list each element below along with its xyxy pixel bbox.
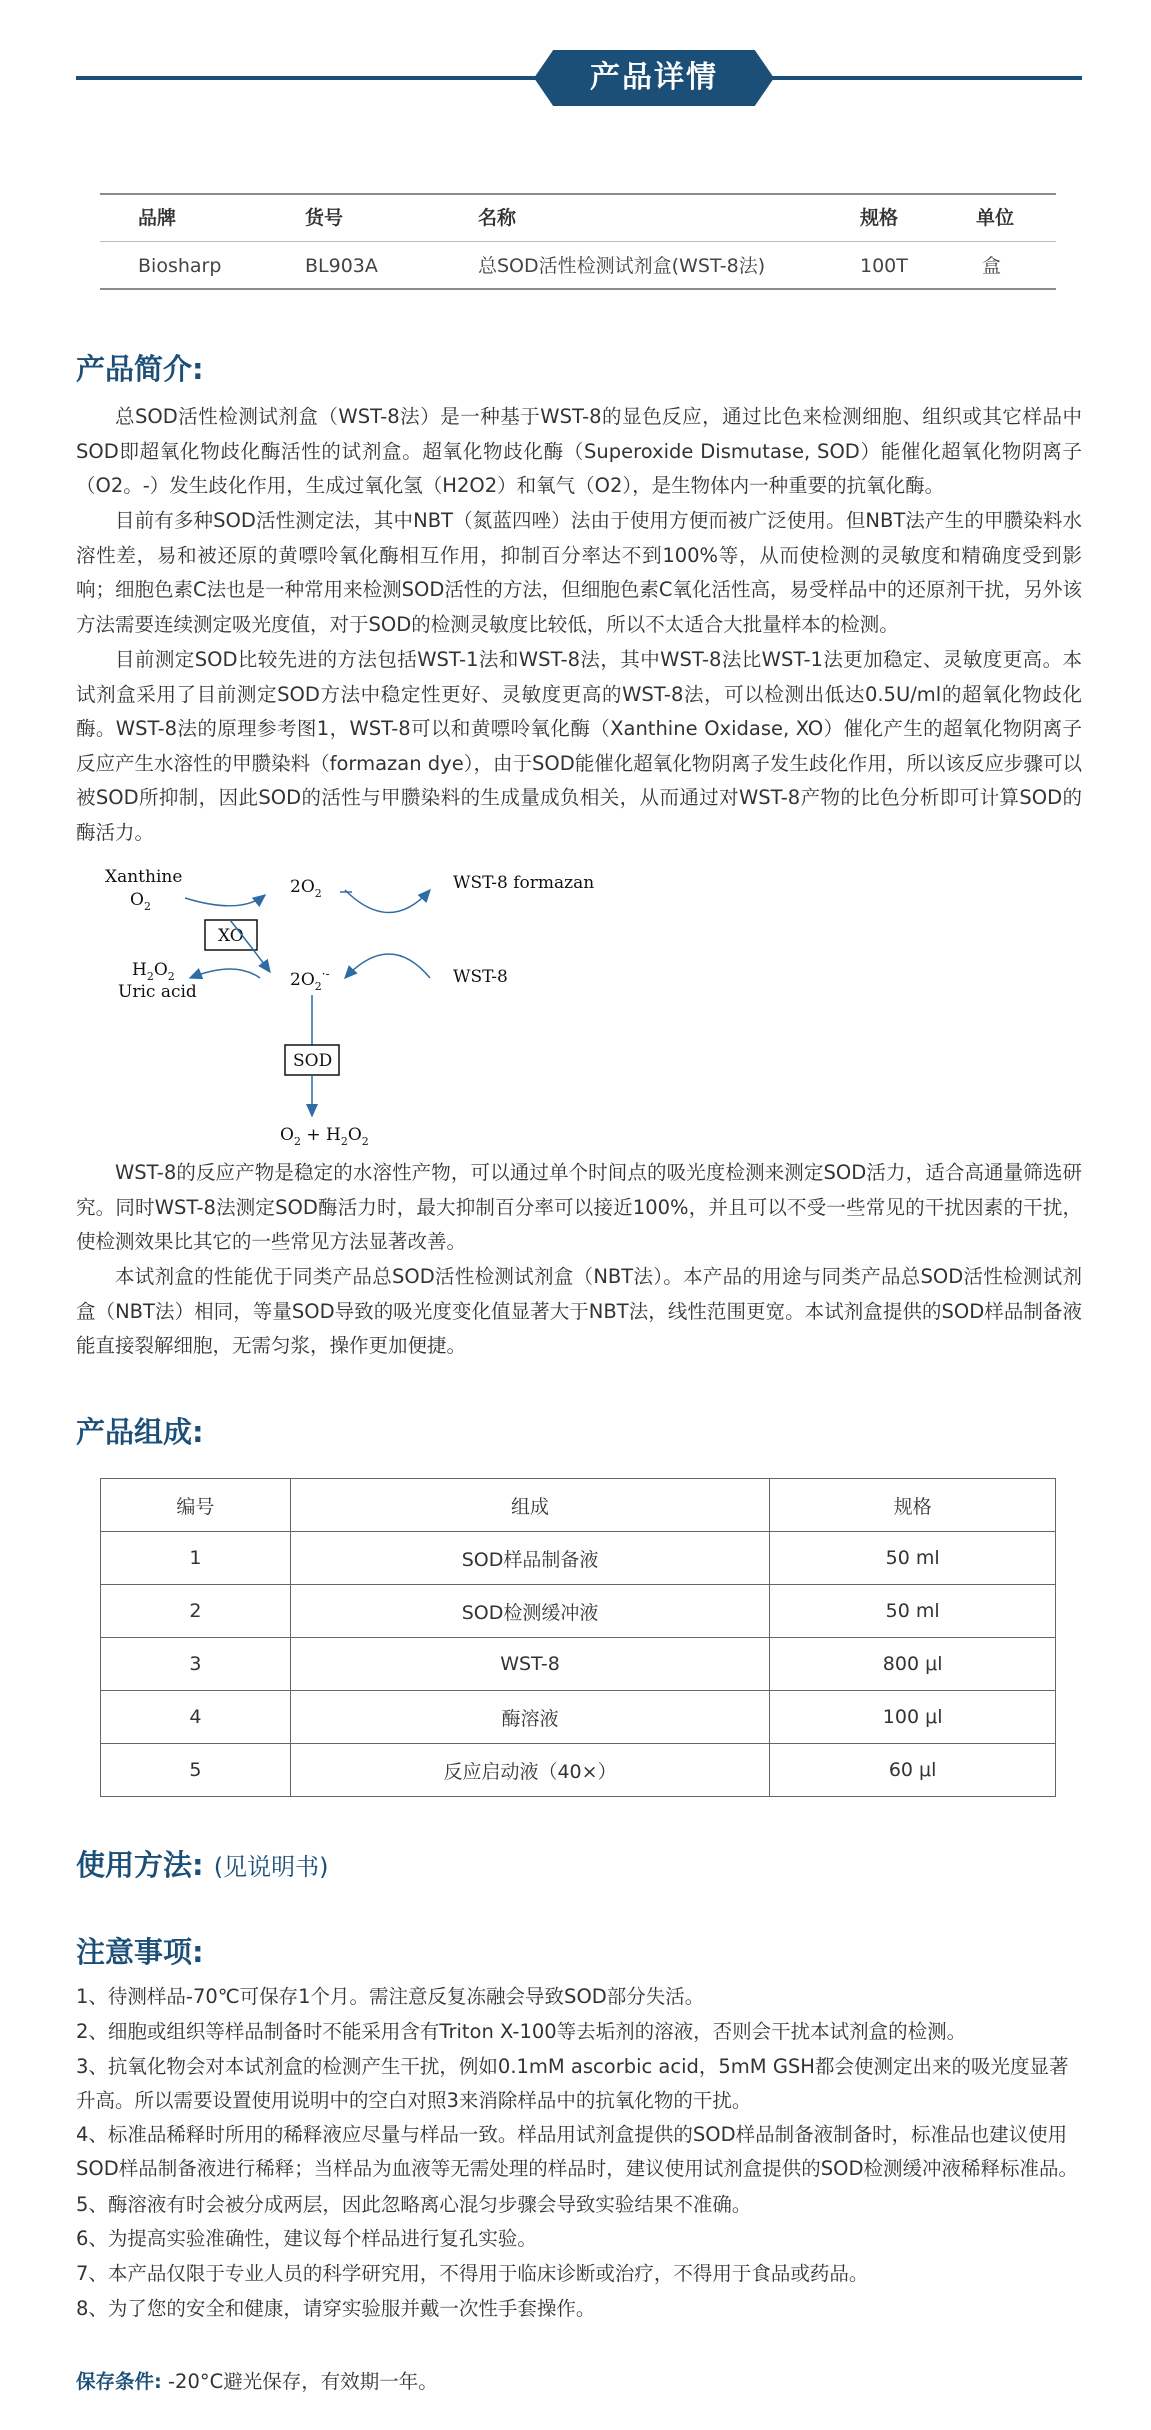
composition-title: 产品组成: [76,1415,204,1449]
note-item-5: 5、酶溶液有时会被分成两层，因此忽略离心混匀步骤会导致实验结果不准确。 [76,2193,752,2216]
composition-table [100,1478,1056,1797]
cell-brand: Biosharp [138,255,222,277]
table-row [101,1638,1056,1691]
row-component: 反应启动液（40×） [290,1744,770,1797]
composition-header-spec: 规格 [770,1479,1056,1532]
intro-paragraph-3: 目前测定SOD比较先进的方法包括WST-1法和WST-8法，其中WST-8法比WST-1法更加稳定、灵敏度更高。本试剂盒采用了目前测定SOD方法中稳定性更好、灵敏度更高的WST-8法，可以检测出低达0.5U/ml的超氧化物歧化酶。WST-8法的原理参考图1，WST-8可以和黄嘌呤氧化酶（Xanthine Oxidase, XO）催化产生的超氧化物阴离子反应产生水溶性的甲臜染料（formazan dye），由于SOD能催化超氧化物阴离子发生歧化作用，所以该反应步骤可以被SOD所抑制，因此SOD的活性与甲臜染料的生成量成负相关，从而通过对WST-8产物的比色分析即可计算SOD的酶活力。 [76,648,1082,844]
note-item-6: 6、为提高实验准确性，建议每个样品进行复孔实验。 [76,2227,537,2250]
row-spec: 50 ml [770,1532,1056,1585]
label-2o2-radical: $2O_2^\cdot-$ [290,967,330,993]
row-no: 3 [101,1638,291,1691]
label-products: $O_2 + H_2O_2$ [280,1125,369,1148]
header-banner [76,50,1082,106]
notes-title: 注意事项: [76,1935,204,1969]
table-row [101,1585,1056,1638]
cell-unit: 盒 [982,255,1002,277]
intro-paragraph-4: WST-8的反应产物是稳定的水溶性产物，可以通过单个时间点的吸光度检测来测定SOD活力，适合高通量筛选研究。同时WST-8法测定SOD酶活力时，最大抑制百分率可以接近100%，并且可以不受一些常见的干扰因素的干扰，使检测效果比其它的一些常见方法显著改善。 [76,1161,1082,1253]
label-uric-acid: Uric acid [118,982,197,1002]
product-info-table [100,193,1056,290]
cell-name: 总SOD活性检测试剂盒(WST-8法) [478,255,766,277]
label-wst8-formazan: WST-8 formazan [453,873,595,893]
note-item-2: 2、细胞或组织等样品制备时不能采用含有Triton X-100等去垢剂的溶液，否则会干扰本试剂盒的检测。 [76,2020,967,2043]
label-h2o2: $H_2O_2$ [132,960,175,983]
note-item-1: 1、待测样品-70℃可保存1个月。需注意反复冻融会导致SOD部分失活。 [76,1985,705,2008]
intro-paragraph-1: 总SOD活性检测试剂盒（WST-8法）是一种基于WST-8的显色反应，通过比色来检测细胞、组织或其它样品中SOD即超氧化物歧化酶活性的试剂盒。超氧化物歧化酶（Superoxide Dismutase, SOD）能催化超氧化物阴离子（O2。-）发生歧化作用，生成过氧化氢（H2O2）和氧气（O2），是生物体内一种重要的抗氧化酶。 [76,405,1082,497]
label-2o2: $2O_2$ [290,877,322,900]
label-o2: $O_2$ [130,890,151,913]
cell-spec: 100T [860,255,908,277]
reaction-diagram [90,860,610,1150]
label-wst8: WST-8 [453,967,508,987]
note-item-8: 8、为了您的安全和健康，请穿实验服并戴一次性手套操作。 [76,2297,596,2320]
note-item-4: 4、标准品稀释时所用的稀释液应尽量与样品一致。样品用试剂盒提供的SOD样品制备液制备时，标准品也建议使用SOD样品制备液进行稀释；当样品为血液等无需处理的样品时，建议使用试剂盒提供的SOD检测缓冲液稀释标准品。 [76,2123,1078,2180]
table-row [101,1532,1056,1585]
storage-label: 保存条件: [76,2370,162,2393]
intro-paragraph-2: 目前有多种SOD活性测定法，其中NBT（氮蓝四唑）法由于使用方便而被广泛使用。但NBT法产生的甲臜染料水溶性差，易和被还原的黄嘌呤氧化酶相互作用，抑制百分率达不到100%等，从而使检测的灵敏度和精确度受到影响；细胞色素C法也是一种常用来检测SOD活性的方法，但细胞色素C氧化活性高，易受样品中的还原剂干扰，另外该方法需要连续测定吸光度值，对于SOD的检测灵敏度比较低，所以不太适合大批量样本的检测。 [76,509,1082,636]
arrow-xo-to-superoxide [230,920,270,972]
page-title: 产品详情 [590,60,718,95]
header-brand: 品牌 [138,207,177,229]
row-no: 5 [101,1744,291,1797]
row-component: SOD样品制备液 [290,1532,770,1585]
info-table-header [100,195,1056,242]
header-unit: 单位 [976,207,1015,229]
header-spec: 规格 [860,207,899,229]
header-name: 名称 [478,207,517,229]
row-component: WST-8 [290,1638,770,1691]
usage-note: (见说明书) [213,1853,329,1881]
note-item-3: 3、抗氧化物会对本试剂盒的检测产生干扰，例如0.1mM ascorbic acid，5mM GSH都会使测定出来的吸光度显著升高。所以需要设置使用说明中的空白对照3来消除样品中的抗氧化物的干扰。 [76,2055,1069,2112]
table-row [101,1691,1056,1744]
arrow-wst8 [345,954,430,978]
intro-paragraph-5: 本试剂盒的性能优于同类产品总SOD活性检测试剂盒（NBT法）。本产品的用途与同类产品总SOD活性检测试剂盒（NBT法）相同，等量SOD导致的吸光度变化值显著大于NBT法，线性范围更宽。本试剂盒提供的SOD样品制备液能直接裂解细胞，无需匀浆，操作更加便捷。 [76,1265,1082,1357]
row-no: 4 [101,1691,291,1744]
row-component: SOD检测缓冲液 [290,1585,770,1638]
note-item-7: 7、本产品仅限于专业人员的科学研究用，不得用于临床诊断或治疗，不得用于食品或药品。 [76,2262,869,2285]
composition-header-no: 编号 [101,1479,291,1532]
storage-value: -20°C避光保存，有效期一年。 [161,2370,438,2393]
label-sod: SOD [293,1051,333,1071]
row-no: 2 [101,1585,291,1638]
label-xanthine: Xanthine [105,867,183,887]
usage-title [76,1843,328,1884]
composition-header-component: 组成 [290,1479,770,1532]
row-component: 酶溶液 [290,1691,770,1744]
row-spec: 60 μl [770,1744,1056,1797]
row-spec: 100 μl [770,1691,1056,1744]
table-row [101,1744,1056,1797]
arrow-xo-top [185,895,265,906]
row-spec: 50 ml [770,1585,1056,1638]
arrow-to-formazan [345,890,430,913]
reaction-diagram-svg [90,860,610,1150]
row-spec: 800 μl [770,1638,1056,1691]
composition-header-row [101,1479,1056,1532]
info-table-row [100,243,1056,290]
header-catalog-no: 货号 [305,207,344,229]
usage-title-text: 使用方法: [76,1848,204,1882]
arrow-xo-bottom [190,969,260,978]
row-no: 1 [101,1532,291,1585]
label-xo: XO [218,926,244,946]
intro-title: 产品简介: [76,352,204,386]
storage-conditions [76,2365,438,2399]
cell-catalog-no: BL903A [305,255,378,277]
